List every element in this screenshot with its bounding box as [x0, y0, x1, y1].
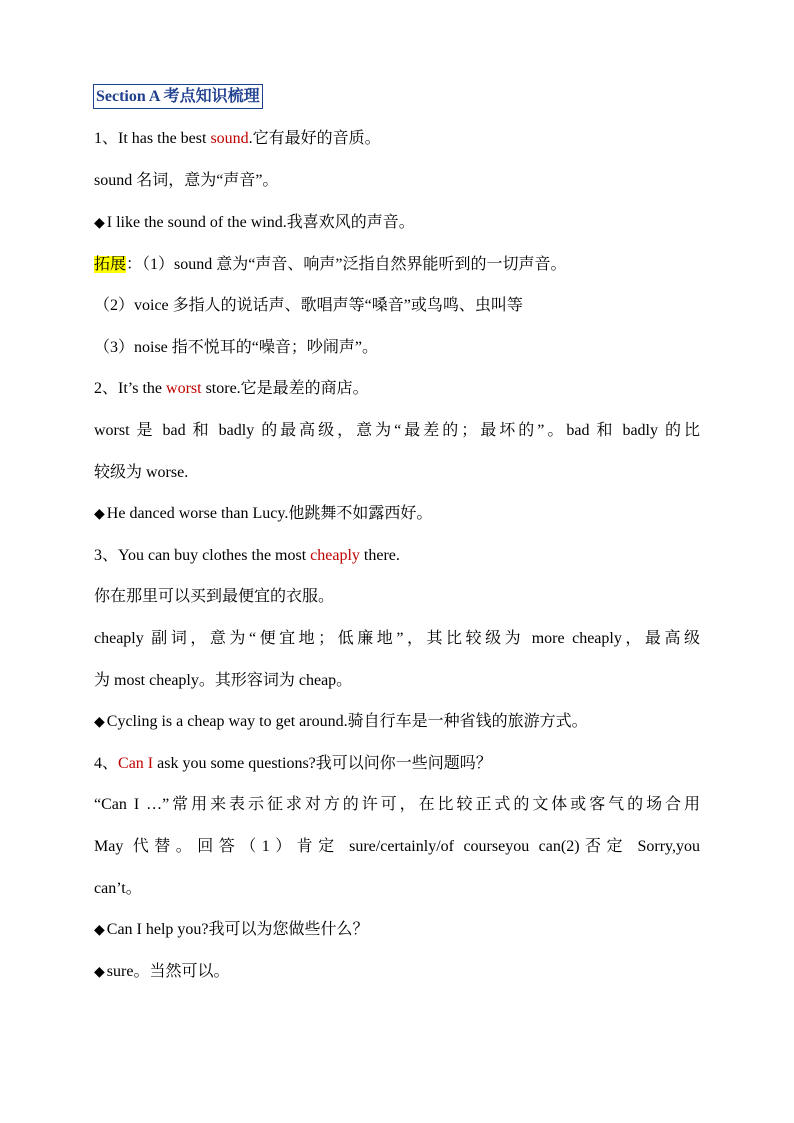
diamond-bullet-icon: ◆ — [94, 507, 105, 522]
cani-definition-line-1: “Can I …”常用来表示征求对方的许可，在比较正式的文体或客气的场合用 — [94, 796, 700, 813]
item-2-sentence — [94, 379, 369, 399]
extension-voice: （2）voice 多指人的说话声、歌唱声等“嗓音”或鸟鸣、虫叫等 — [94, 297, 523, 314]
sound-example — [94, 213, 415, 234]
extension-label: 拓展 — [94, 256, 127, 273]
key-word: worst — [166, 380, 202, 397]
key-word: cheaply — [310, 547, 360, 564]
item-1-sentence — [94, 129, 381, 149]
cani-example-1 — [94, 920, 369, 941]
diamond-bullet-icon: ◆ — [94, 216, 105, 231]
item-3-translation: 你在那里可以买到最便宜的衣服。 — [94, 588, 335, 605]
sound-definition: sound 名词，意为“声音”。 — [94, 172, 279, 189]
key-word: Can I — [118, 755, 154, 772]
item-number: 1、 — [94, 130, 119, 147]
key-word: sound — [210, 130, 249, 147]
sentence-text: ask you some questions?我可以问你一些问题吗？ — [153, 755, 492, 772]
section-heading: Section A 考点知识梳理 — [93, 84, 263, 109]
sentence-text: It’s the — [118, 380, 167, 397]
extension-noise: （3）noise 指不悦耳的“噪音；吵闹声”。 — [94, 339, 378, 356]
diamond-bullet-icon: ◆ — [94, 965, 105, 980]
example-text: He danced worse than Lucy.他跳舞不如露西好。 — [106, 505, 433, 522]
extension-note — [94, 255, 566, 275]
example-text: sure。当然可以。 — [106, 963, 230, 980]
sentence-text: there. — [359, 547, 400, 564]
worst-definition-line-2: 较级为 worse. — [94, 464, 189, 481]
worst-example — [94, 504, 432, 525]
example-text: Can I help you?我可以为您做些什么？ — [106, 921, 369, 938]
worst-definition-line-1: worst 是 bad 和 badly 的最高级，意为“最差的；最坏的”。bad 和 badly 的比 — [94, 422, 700, 439]
extension-text: ：（1）sound 意为“声音、响声”泛指自然界能听到的一切声音。 — [126, 256, 567, 273]
cheaply-definition-line-2: 为 most cheaply。其形容词为 cheap。 — [94, 672, 353, 689]
item-number: 3、 — [94, 547, 119, 564]
item-number: 2、 — [94, 380, 119, 397]
cani-definition-line-3: can’t。 — [94, 880, 142, 897]
example-text: I like the sound of the wind.我喜欢风的声音。 — [106, 214, 415, 231]
sentence-text: It has the best — [118, 130, 211, 147]
item-number: 4、 — [94, 755, 119, 772]
cani-definition-line-2: May 代替。回答（1）肯定 sure/certainly/of courseyou can(2)否定 Sorry,you — [94, 838, 700, 855]
item-4-sentence — [94, 754, 492, 774]
example-text: Cycling is a cheap way to get around.骑自行车是一种省钱的旅游方式。 — [106, 713, 588, 730]
sentence-text: .它有最好的音质。 — [248, 130, 381, 147]
cheaply-definition-line-1: cheaply 副词，意为“便宜地；低廉地”，其比较级为 more cheaply，最高级 — [94, 630, 700, 647]
sentence-text: You can buy clothes the most — [118, 547, 311, 564]
cani-example-2 — [94, 962, 229, 983]
sentence-text: store.它是最差的商店。 — [201, 380, 369, 397]
diamond-bullet-icon: ◆ — [94, 715, 105, 730]
item-3-sentence — [94, 546, 400, 566]
diamond-bullet-icon: ◆ — [94, 923, 105, 938]
cheaply-example — [94, 712, 588, 733]
